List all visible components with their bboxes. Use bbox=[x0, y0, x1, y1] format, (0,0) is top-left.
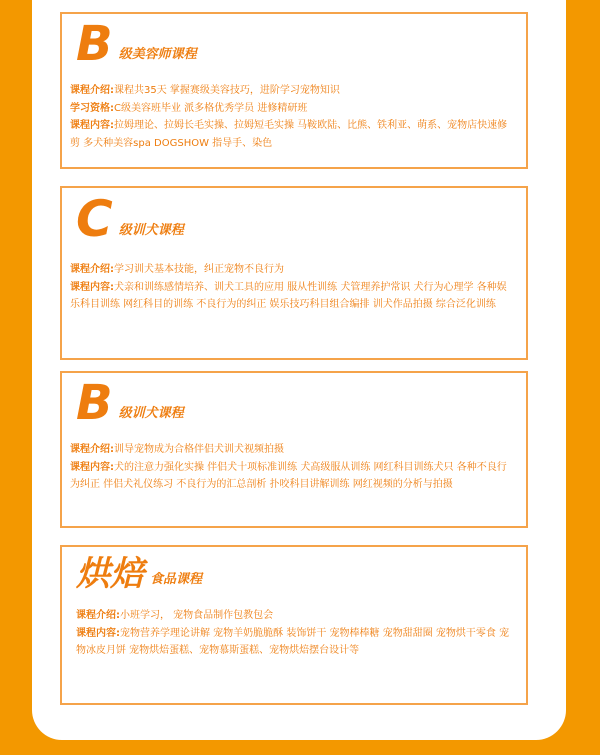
row-text: 拉姆理论、拉姆长毛实操、拉姆短毛实操 马鞍欧陆、比熊、铁利亚、萌系、宠物店快速修剪 多犬种美容spa DOGSHOW 指导手、染色 bbox=[70, 120, 508, 149]
row-text: 宠物营养学理论讲解 宠物羊奶脆脆酥 装饰饼干 宠物棒棒糖 宠物甜甜圈 宠物烘干零食 宠物冰皮月饼 宠物烘焙蛋糕、宠物慕斯蛋糕、宠物烘焙摆台设计等 bbox=[76, 627, 510, 656]
row-label: 课程介绍: bbox=[76, 610, 120, 621]
row-label: 课程内容: bbox=[70, 120, 114, 131]
row-text: 犬的注意力强化实操 伴侣犬十项标准训练 犬高级服从训练 网红科目训练犬只 各种不良行为纠正 伴侣犬礼仪练习 不良行为的汇总剖析 扑咬科目讲解训练 网红视频的分析与拍摄 bbox=[70, 461, 507, 490]
row-label: 课程内容: bbox=[76, 627, 120, 639]
course-content-row bbox=[70, 279, 516, 314]
course-letter: C bbox=[76, 190, 113, 248]
course-qualification-row bbox=[70, 100, 516, 118]
course-content-row bbox=[70, 459, 516, 494]
row-label: 学习资格: bbox=[70, 102, 114, 114]
course-card-b-training bbox=[60, 371, 528, 528]
row-text: C级美容班毕业 派多格优秀学员 进修精研班 bbox=[114, 102, 308, 114]
course-title: 级训犬课程 bbox=[118, 406, 184, 421]
course-title: 食品课程 bbox=[150, 572, 203, 587]
course-letter: 烘焙 bbox=[76, 554, 144, 594]
course-letter: B bbox=[76, 375, 113, 431]
course-card-c-training bbox=[60, 186, 528, 360]
row-label: 课程内容: bbox=[70, 281, 114, 293]
row-text: 训导宠物成为合格伴侣犬训犬视频拍摄 bbox=[114, 444, 284, 455]
row-label: 课程介绍: bbox=[70, 264, 114, 275]
row-label: 课程介绍: bbox=[70, 444, 114, 455]
row-label: 课程内容: bbox=[70, 461, 114, 473]
course-intro-row bbox=[70, 441, 516, 459]
course-card-baking bbox=[60, 545, 528, 705]
row-text: 学习训犬基本技能，纠正宠物不良行为 bbox=[114, 264, 284, 275]
row-text: 课程共35天 掌握赛级美容技巧，进阶学习宠物知识 bbox=[114, 85, 340, 96]
row-text: 犬亲和训练感情培养、训犬工具的应用 服从性训练 犬管理养护常识 犬行为心理学 各种娱乐科目训练 网红科目的训练 不良行为的纠正 娱乐技巧科目组合编排 训犬作品拍摄 综合泛化训练 bbox=[70, 281, 507, 310]
row-text: 小班学习， 宠物食品制作包教包会 bbox=[120, 610, 274, 621]
course-card-b-grooming bbox=[60, 12, 528, 169]
course-intro-row bbox=[70, 261, 516, 279]
course-intro-row bbox=[76, 607, 516, 625]
course-title: 级美容师课程 bbox=[118, 47, 197, 62]
course-content-row bbox=[76, 625, 516, 660]
course-intro-row bbox=[70, 82, 516, 100]
course-title: 级训犬课程 bbox=[118, 223, 184, 238]
course-content-row bbox=[70, 117, 516, 152]
course-letter: B bbox=[76, 16, 113, 72]
row-label: 课程介绍: bbox=[70, 85, 114, 96]
